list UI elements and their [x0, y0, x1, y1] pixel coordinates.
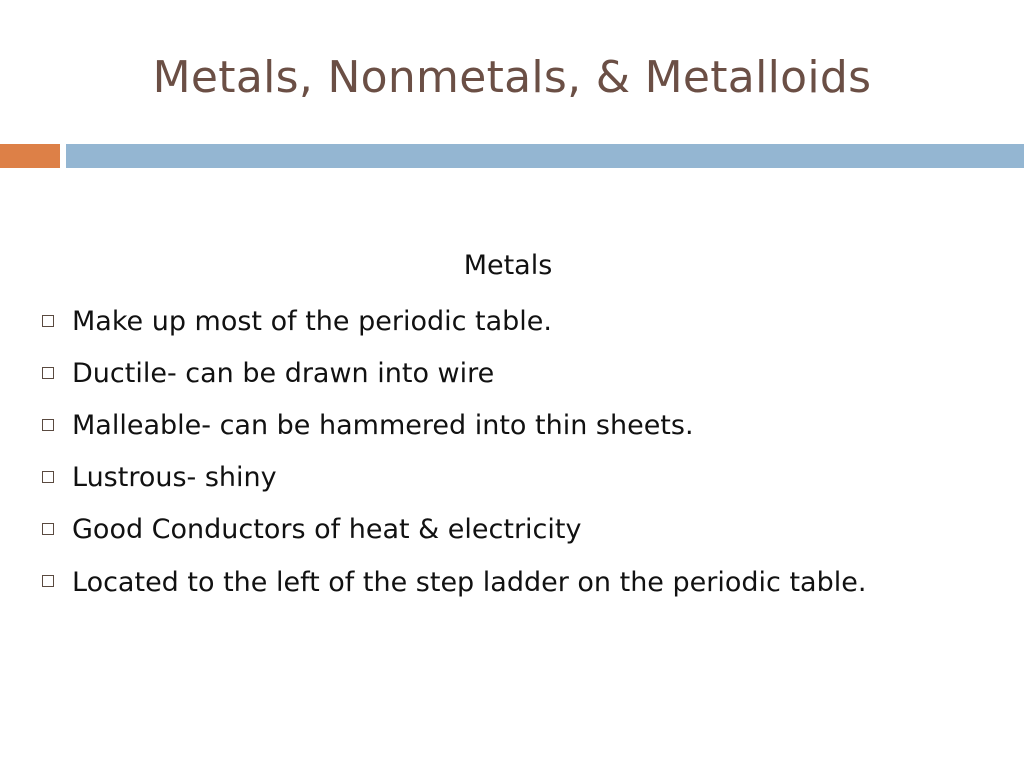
bullet-text: Ductile- can be drawn into wire — [72, 358, 495, 389]
hollow-square-bullet-icon — [42, 367, 54, 379]
bullet-text: Malleable- can be hammered into thin sheets. — [72, 410, 694, 441]
hollow-square-bullet-icon — [42, 575, 54, 587]
bullet-text: Good Conductors of heat & electricity — [72, 514, 582, 545]
bullet-text: Lustrous- shiny — [72, 462, 277, 493]
slide-title: Metals, Nonmetals, & Metalloids — [152, 52, 872, 103]
hollow-square-bullet-icon — [42, 523, 54, 535]
bullet-list — [40, 300, 940, 614]
section-heading: Metals — [463, 250, 553, 281]
list-item — [40, 300, 940, 344]
list-item — [40, 560, 940, 606]
hollow-square-bullet-icon — [42, 471, 54, 483]
list-item — [40, 352, 940, 396]
bullet-text: Make up most of the periodic table. — [72, 306, 553, 337]
bullet-text: Located to the left of the step ladder on the periodic table. — [72, 567, 867, 598]
hollow-square-bullet-icon — [42, 315, 54, 327]
list-item — [40, 508, 940, 552]
list-item — [40, 456, 940, 500]
title-divider-bar — [66, 144, 1024, 168]
list-item — [40, 404, 940, 448]
title-accent-bar — [0, 144, 60, 168]
hollow-square-bullet-icon — [42, 419, 54, 431]
